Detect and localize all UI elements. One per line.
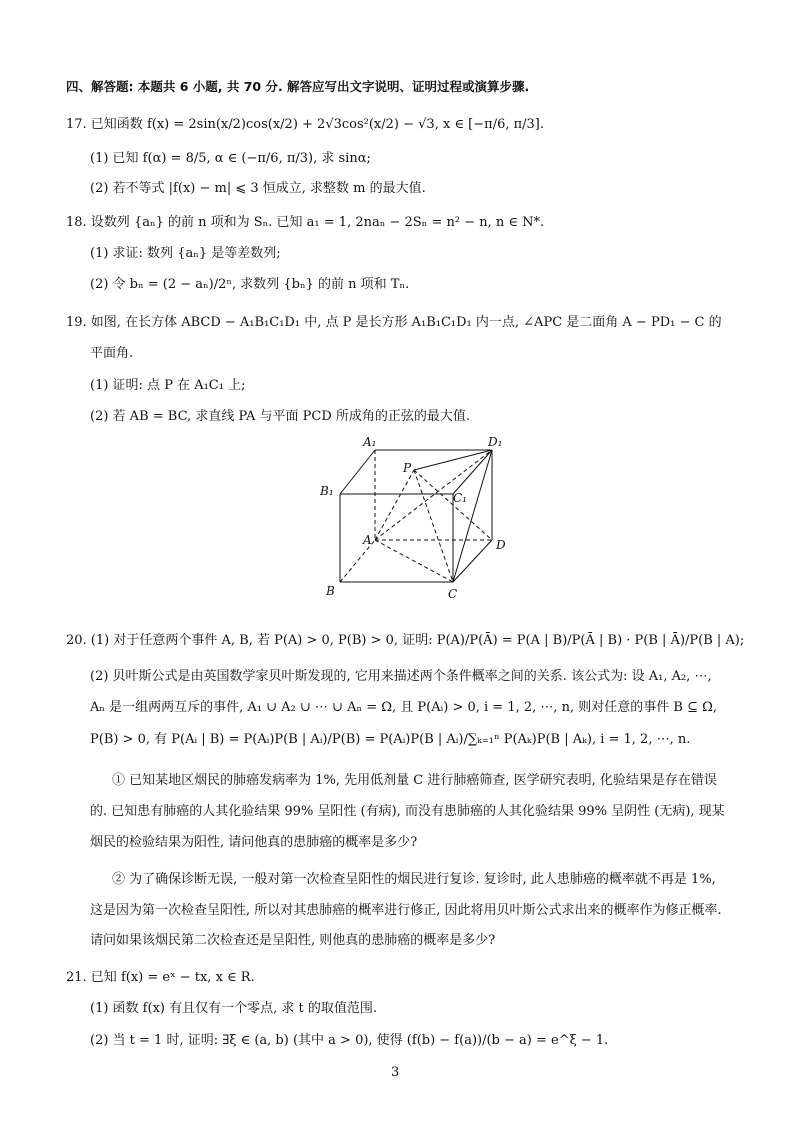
label-D1: D₁ (488, 435, 503, 449)
q19-part2: (2) 若 AB = BC, 求直线 PA 与平面 PCD 所成角的正弦的最大值. (90, 409, 471, 424)
page-number: 3 (391, 1065, 400, 1080)
q20-line8: ② 为了确保诊断无误, 一般对第一次检查呈阳性的烟民进行复诊. 复诊时, 此人患肺癌的概率就不再是 1%, (112, 872, 716, 887)
q19-stem-line2: 平面角. (90, 346, 134, 361)
q20-line5: ① 已知某地区烟民的肺癌发病率为 1%, 先用低剂量 C 进行肺癌筛查, 医学研究表明, 化验结果是存在错误 (112, 773, 717, 788)
q20-line2: (2) 贝叶斯公式是由英国数学家贝叶斯发现的, 它用来描述两个条件概率之间的关系. 该公式为: 设 A₁, A₂, ⋯, (90, 669, 712, 684)
q19-part1: (1) 证明: 点 P 在 A₁C₁ 上; (90, 378, 246, 393)
q19-stem-line1: 19. 如图, 在长方体 ABCD − A₁B₁C₁D₁ 中, 点 P 是长方形 A₁B₁C₁D₁ 内一点, ∠APC 是二面角 A − PD₁ − C 的 (66, 315, 722, 330)
q21-part2: (2) 当 t = 1 时, 证明: ∃ξ ∈ (a, b) (其中 a > 0), 使得 (f(b) − f(a))/(b − a) = e^ξ − 1. (90, 1033, 609, 1048)
q20-line6: 的. 已知患有肺癌的人其化验结果 99% 呈阳性 (有病), 而没有患肺癌的人其化验结果 99% 呈阴性 (无病), 现某 (90, 804, 725, 819)
label-D: D (496, 538, 506, 552)
q20-line10: 请问如果该烟民第二次检查还是呈阳性, 则他真的患肺癌的概率是多少? (90, 933, 496, 948)
label-A1: A₁ (363, 435, 377, 449)
q20-line4: P(B) > 0, 有 P(Aᵢ | B) = P(Aᵢ)P(B | Aᵢ)/P(B) = P(Aᵢ)P(B | Aᵢ)/∑ₖ₌₁ⁿ P(Aₖ)P(B | Aₖ), i = 1, 2, ⋯, n. (90, 732, 691, 747)
q20-line9: 这是因为第一次检查呈阳性, 所以对其患肺癌的概率进行修正, 因此将用贝叶斯公式求出来的概率作为修正概率. (90, 903, 722, 918)
label-C1: C₁ (453, 491, 467, 505)
q21-part1: (1) 函数 f(x) 有且仅有一个零点, 求 t 的取值范围. (90, 1001, 377, 1016)
label-B: B (326, 584, 335, 598)
q20-line3: Aₙ 是一组两两互斥的事件, A₁ ∪ A₂ ∪ ⋯ ∪ Aₙ = Ω, 且 P(Aᵢ) > 0, i = 1, 2, ⋯, n, 则对任意的事件 B ⊆ Ω, (90, 700, 718, 715)
label-P: P (403, 461, 412, 475)
q17-part1: (1) 已知 f(α) = 8/5, α ∈ (−π/6, π/3), 求 sinα; (90, 151, 371, 166)
q21-stem: 21. 已知 f(x) = eˣ − tx, x ∈ R. (66, 970, 255, 985)
q20-line7: 烟民的检验结果为阳性, 请问他真的患肺癌的概率是多少? (90, 835, 418, 850)
section-header: 四、解答题: 本题共 6 小题, 共 70 分. 解答应写出文字说明、证明过程或演算步骤. (66, 79, 530, 94)
q18-part1: (1) 求证: 数列 {aₙ} 是等差数列; (90, 246, 281, 261)
q17-part2: (2) 若不等式 |f(x) − m| ⩽ 3 恒成立, 求整数 m 的最大值. (90, 181, 426, 196)
q20-line1: 20. (1) 对于任意两个事件 A, B, 若 P(A) > 0, P(B) > 0, 证明: P(A)/P(Ā) = P(A | B)/P(Ā | B) · P(B | Ā)/P(B | A); (66, 633, 745, 648)
cuboid-figure (300, 432, 530, 604)
label-B1: B₁ (320, 484, 334, 498)
q17-stem: 17. 已知函数 f(x) = 2sin(x/2)cos(x/2) + 2√3cos²(x/2) − √3, x ∈ [−π/6, π/3]. (66, 117, 545, 132)
label-A: A (363, 533, 372, 547)
q18-stem: 18. 设数列 {aₙ} 的前 n 项和为 Sₙ. 已知 a₁ = 1, 2naₙ − 2Sₙ = n² − n, n ∈ N*. (66, 215, 545, 230)
q18-part2: (2) 令 bₙ = (2 − aₙ)/2ⁿ, 求数列 {bₙ} 的前 n 项和 Tₙ. (90, 277, 410, 292)
label-C: C (448, 587, 458, 601)
